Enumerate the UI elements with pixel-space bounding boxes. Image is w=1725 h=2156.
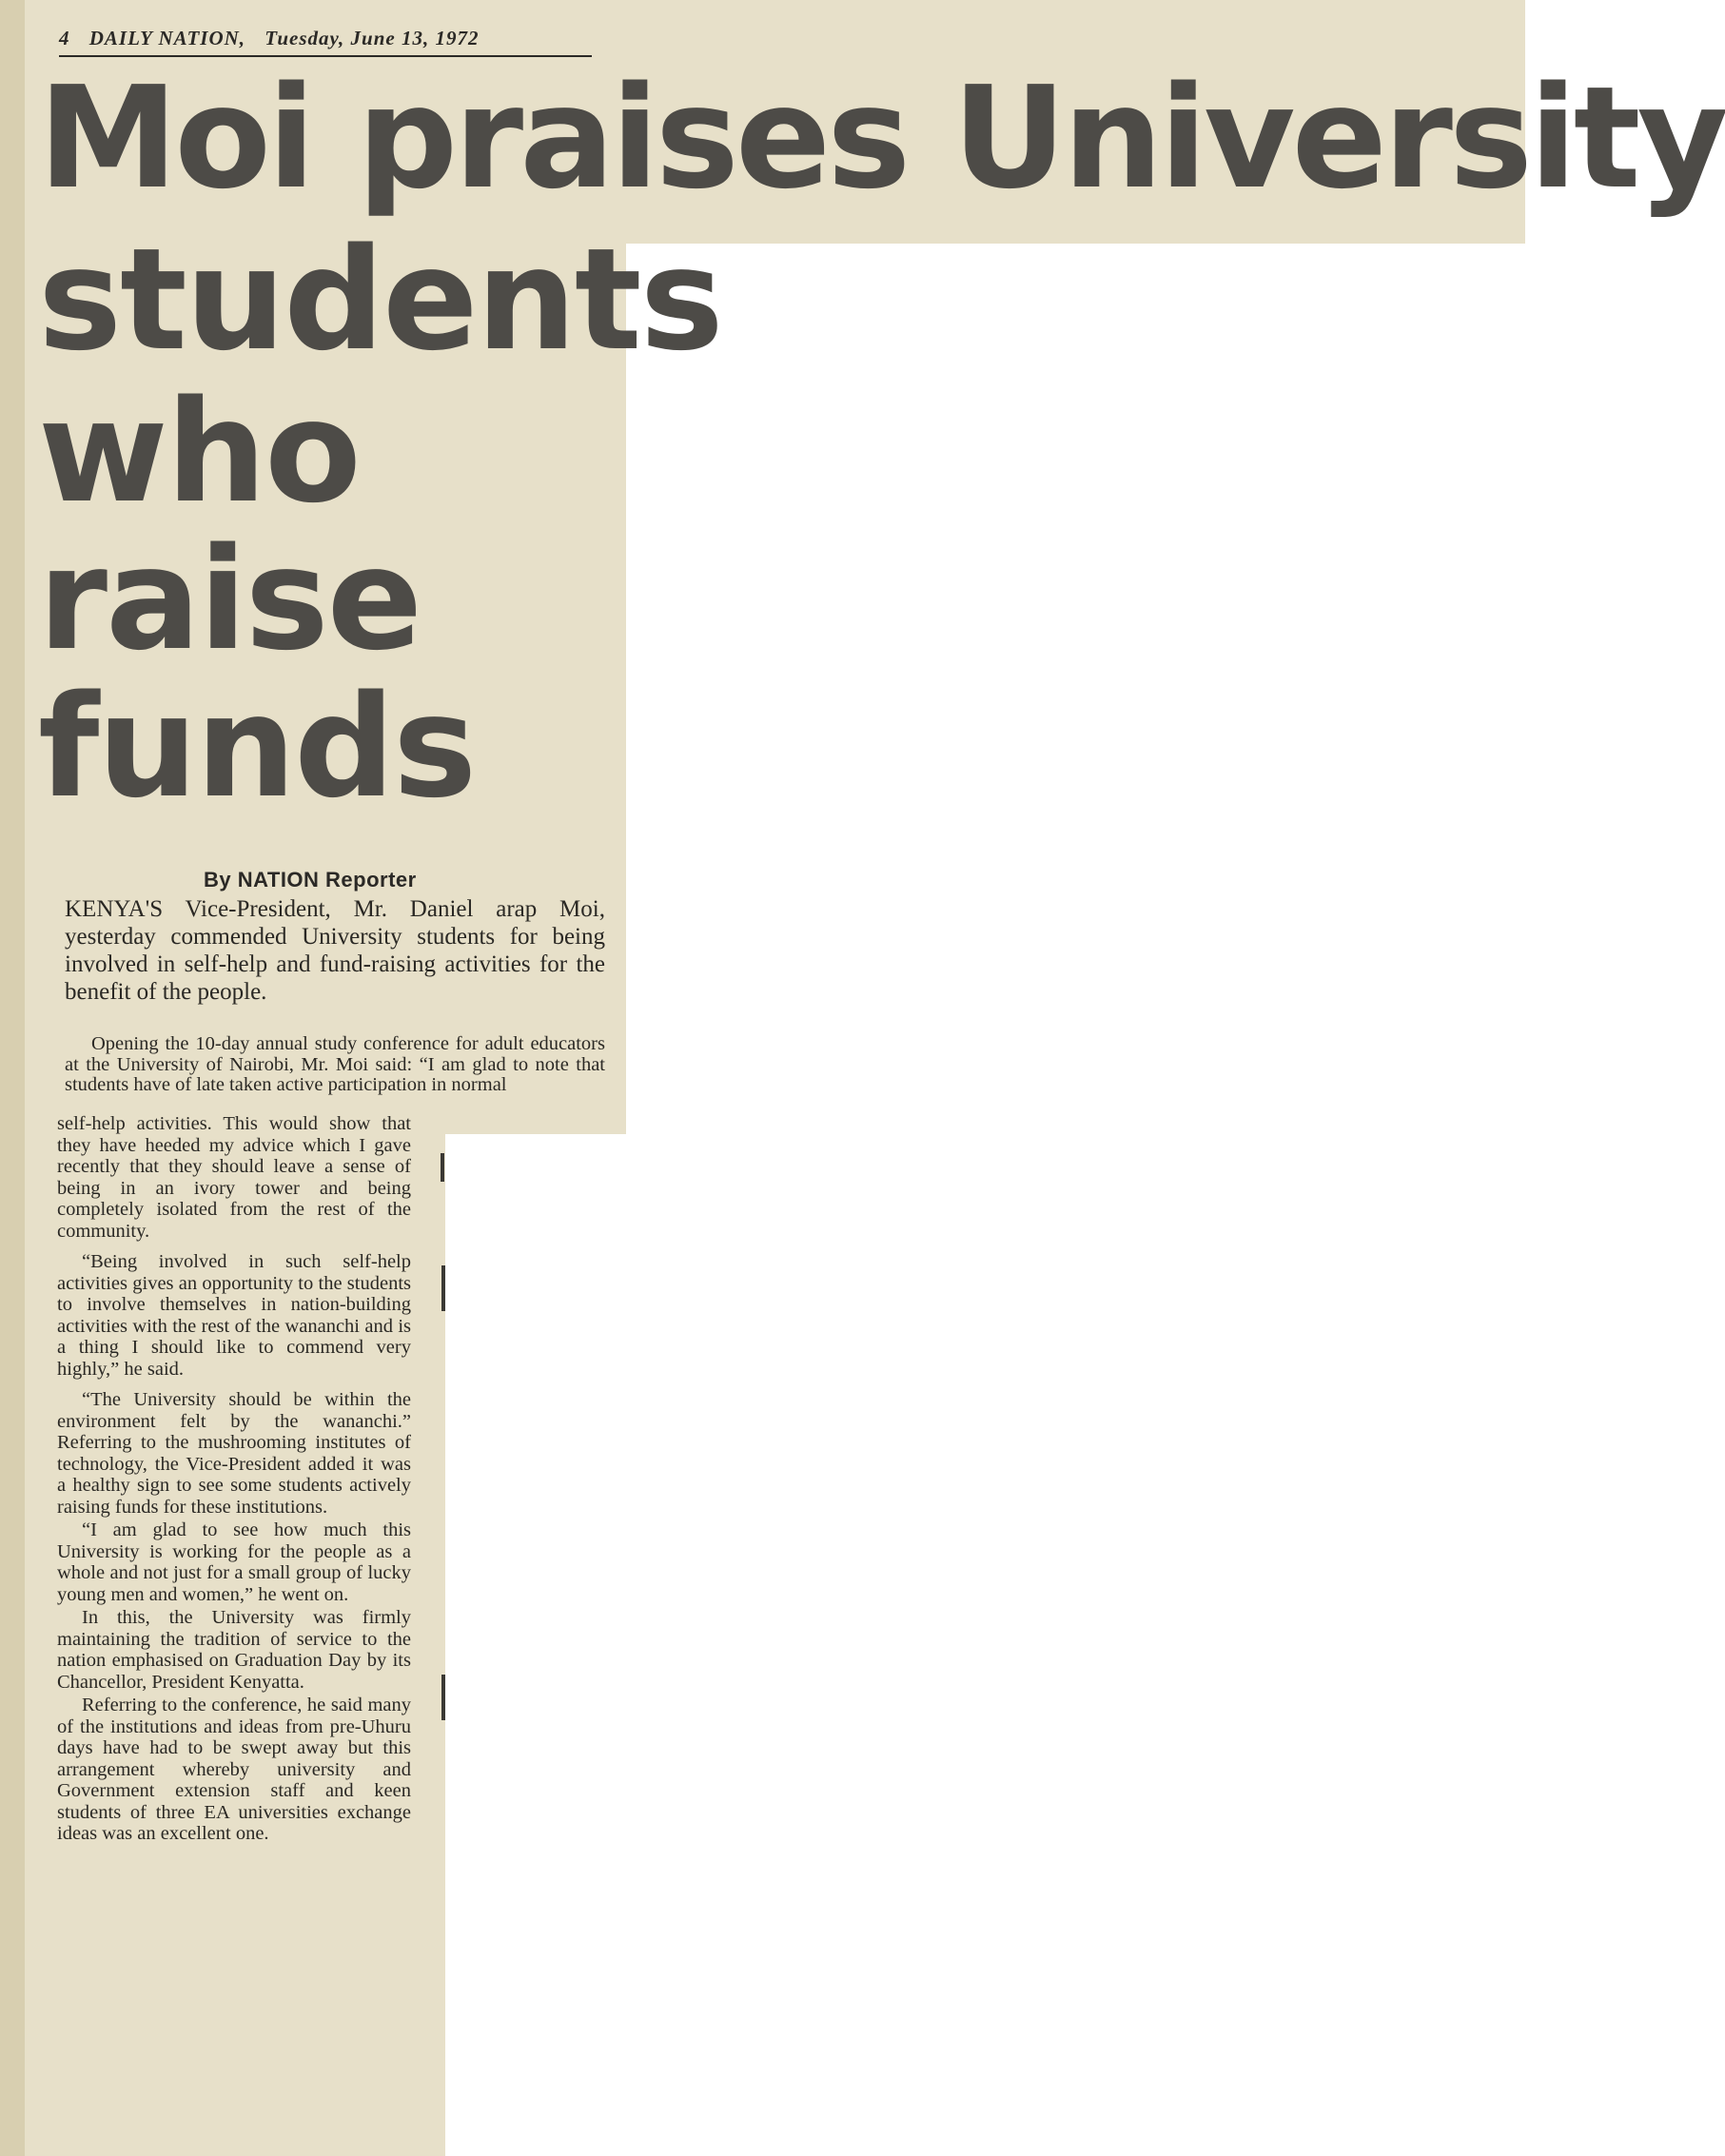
page-number: 4	[59, 27, 70, 49]
headline-line-3: who	[38, 370, 360, 534]
body-paragraph: “Being involved in such self-help activities gives an opportunity to the students to involve themselves in nation-building activities with the rest of the wananchi and is a thing I should like to commend very highly,” he said.	[57, 1251, 411, 1380]
body-paragraph: In this, the University was firmly maintaining the tradition of service to the nation emphasised on Graduation Day by its Chancellor, President Kenyatta.	[57, 1607, 411, 1693]
headline-line-2: students	[38, 218, 722, 382]
lead-paragraph: KENYA'S Vice-President, Mr. Daniel arap Moi, yesterday commended University students for being involved in self-help and fund-raising activities for the benefit of the people.	[65, 896, 605, 1005]
body-paragraph: Referring to the conference, he said many of the institutions and ideas from pre-Uhuru days have had to be swept away but this arrangement whereby university and Government extension staff and keen students of three EA universities exchange ideas was an excellent one.	[57, 1695, 411, 1844]
byline: By NATION Reporter	[204, 868, 417, 892]
headline-line-1: Moi praises University	[38, 56, 1725, 220]
headline-line-5: funds	[38, 665, 476, 829]
body-paragraph-wide: Opening the 10-day annual study conference for adult educators at the University of Nairobi, Mr. Moi said: “I am glad to note that students have of late taken active participation in normal	[65, 1033, 605, 1095]
publication-date: Tuesday, June 13, 1972	[265, 27, 480, 49]
article-column	[57, 1113, 411, 1847]
cut-edge-mark	[441, 1153, 444, 1182]
body-paragraph: self-help activities. This would show that they have heeded my advice which I gave recently that they should leave a sense of being in an ivory tower and being completely isolated from the rest of the community.	[57, 1113, 411, 1242]
body-paragraph: “The University should be within the environment felt by the wananchi.” Referring to the mushrooming institutes of technology, the Vice-President added it was a healthy sign to see some students actively raising funds for these institutions.	[57, 1389, 411, 1518]
clipping-paper-edge	[0, 0, 25, 2156]
publication-name: DAILY NATION,	[88, 27, 246, 49]
cut-edge-mark	[441, 1675, 445, 1720]
page-header	[59, 27, 592, 57]
cut-edge-mark	[441, 1265, 445, 1311]
body-paragraph: “I am glad to see how much this University is working for the people as a whole and not just for a small group of lucky young men and women,” he went on.	[57, 1519, 411, 1605]
headline-line-4: raise	[38, 518, 421, 681]
